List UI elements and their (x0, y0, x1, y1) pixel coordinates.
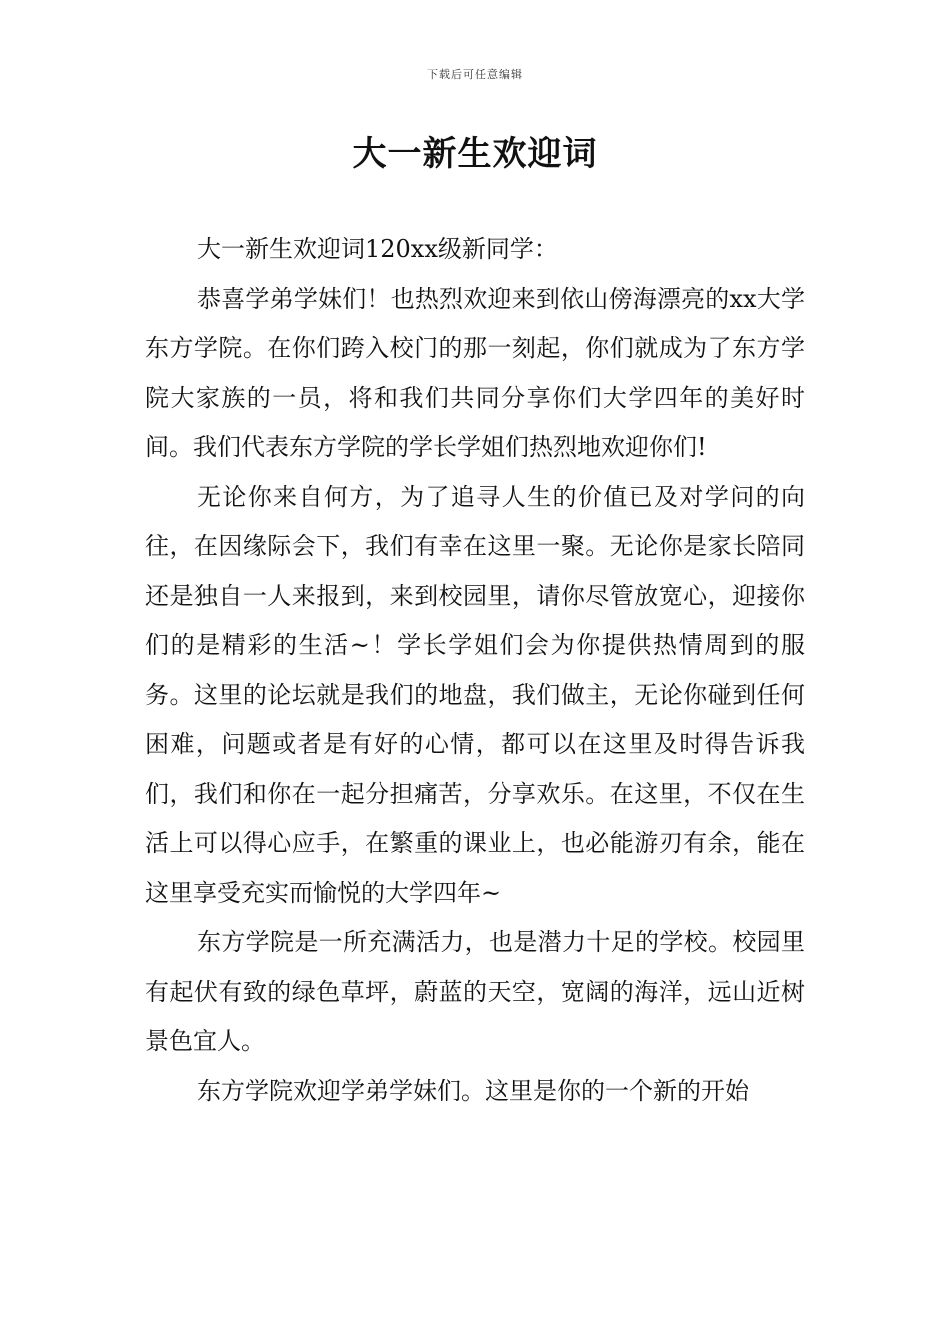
body-paragraph: 东方学院是一所充满活力，也是潜力十足的学校。校园里有起伏有致的绿色草坪，蔚蓝的天空，宽阔的海洋，远山近树景色宜人。 (145, 928, 805, 1055)
body-paragraph: 东方学院欢迎学弟学妹们。这里是你的一个新的开始 (197, 1076, 749, 1105)
page-header-note: 下载后可任意编辑 (427, 68, 523, 81)
body-paragraph: 恭喜学弟学妹们！也热烈欢迎来到依山傍海漂亮的xx大学东方学院。在你们跨入校门的那一刻起，你们就成为了东方学院大家族的一员，将和我们共同分享你们大学四年的美好时间。我们代表东方学院的学长学姐们热烈地欢迎你们! (145, 284, 805, 461)
body-paragraph: 无论你来自何方，为了追寻人生的价值已及对学问的向往，在因缘际会下，我们有幸在这里一聚。无论你是家长陪同还是独自一人来报到，来到校园里，请你尽管放宽心，迎接你们的是精彩的生活~！学长学姐们会为你提供热情周到的服务。这里的论坛就是我们的地盘，我们做主，无论你碰到任何困难，问题或者是有好的心情，都可以在这里及时得告诉我们，我们和你在一起分担痛苦，分享欢乐。在这里，不仅在生活上可以得心应手，在繁重的课业上，也必能游刃有余，能在这里享受充实而愉悦的大学四年~ (145, 482, 805, 907)
document-title: 大一新生欢迎词 (352, 134, 598, 174)
greeting-paragraph: 大一新生欢迎词120xx级新同学： (197, 235, 558, 263)
document-body (145, 225, 805, 1116)
